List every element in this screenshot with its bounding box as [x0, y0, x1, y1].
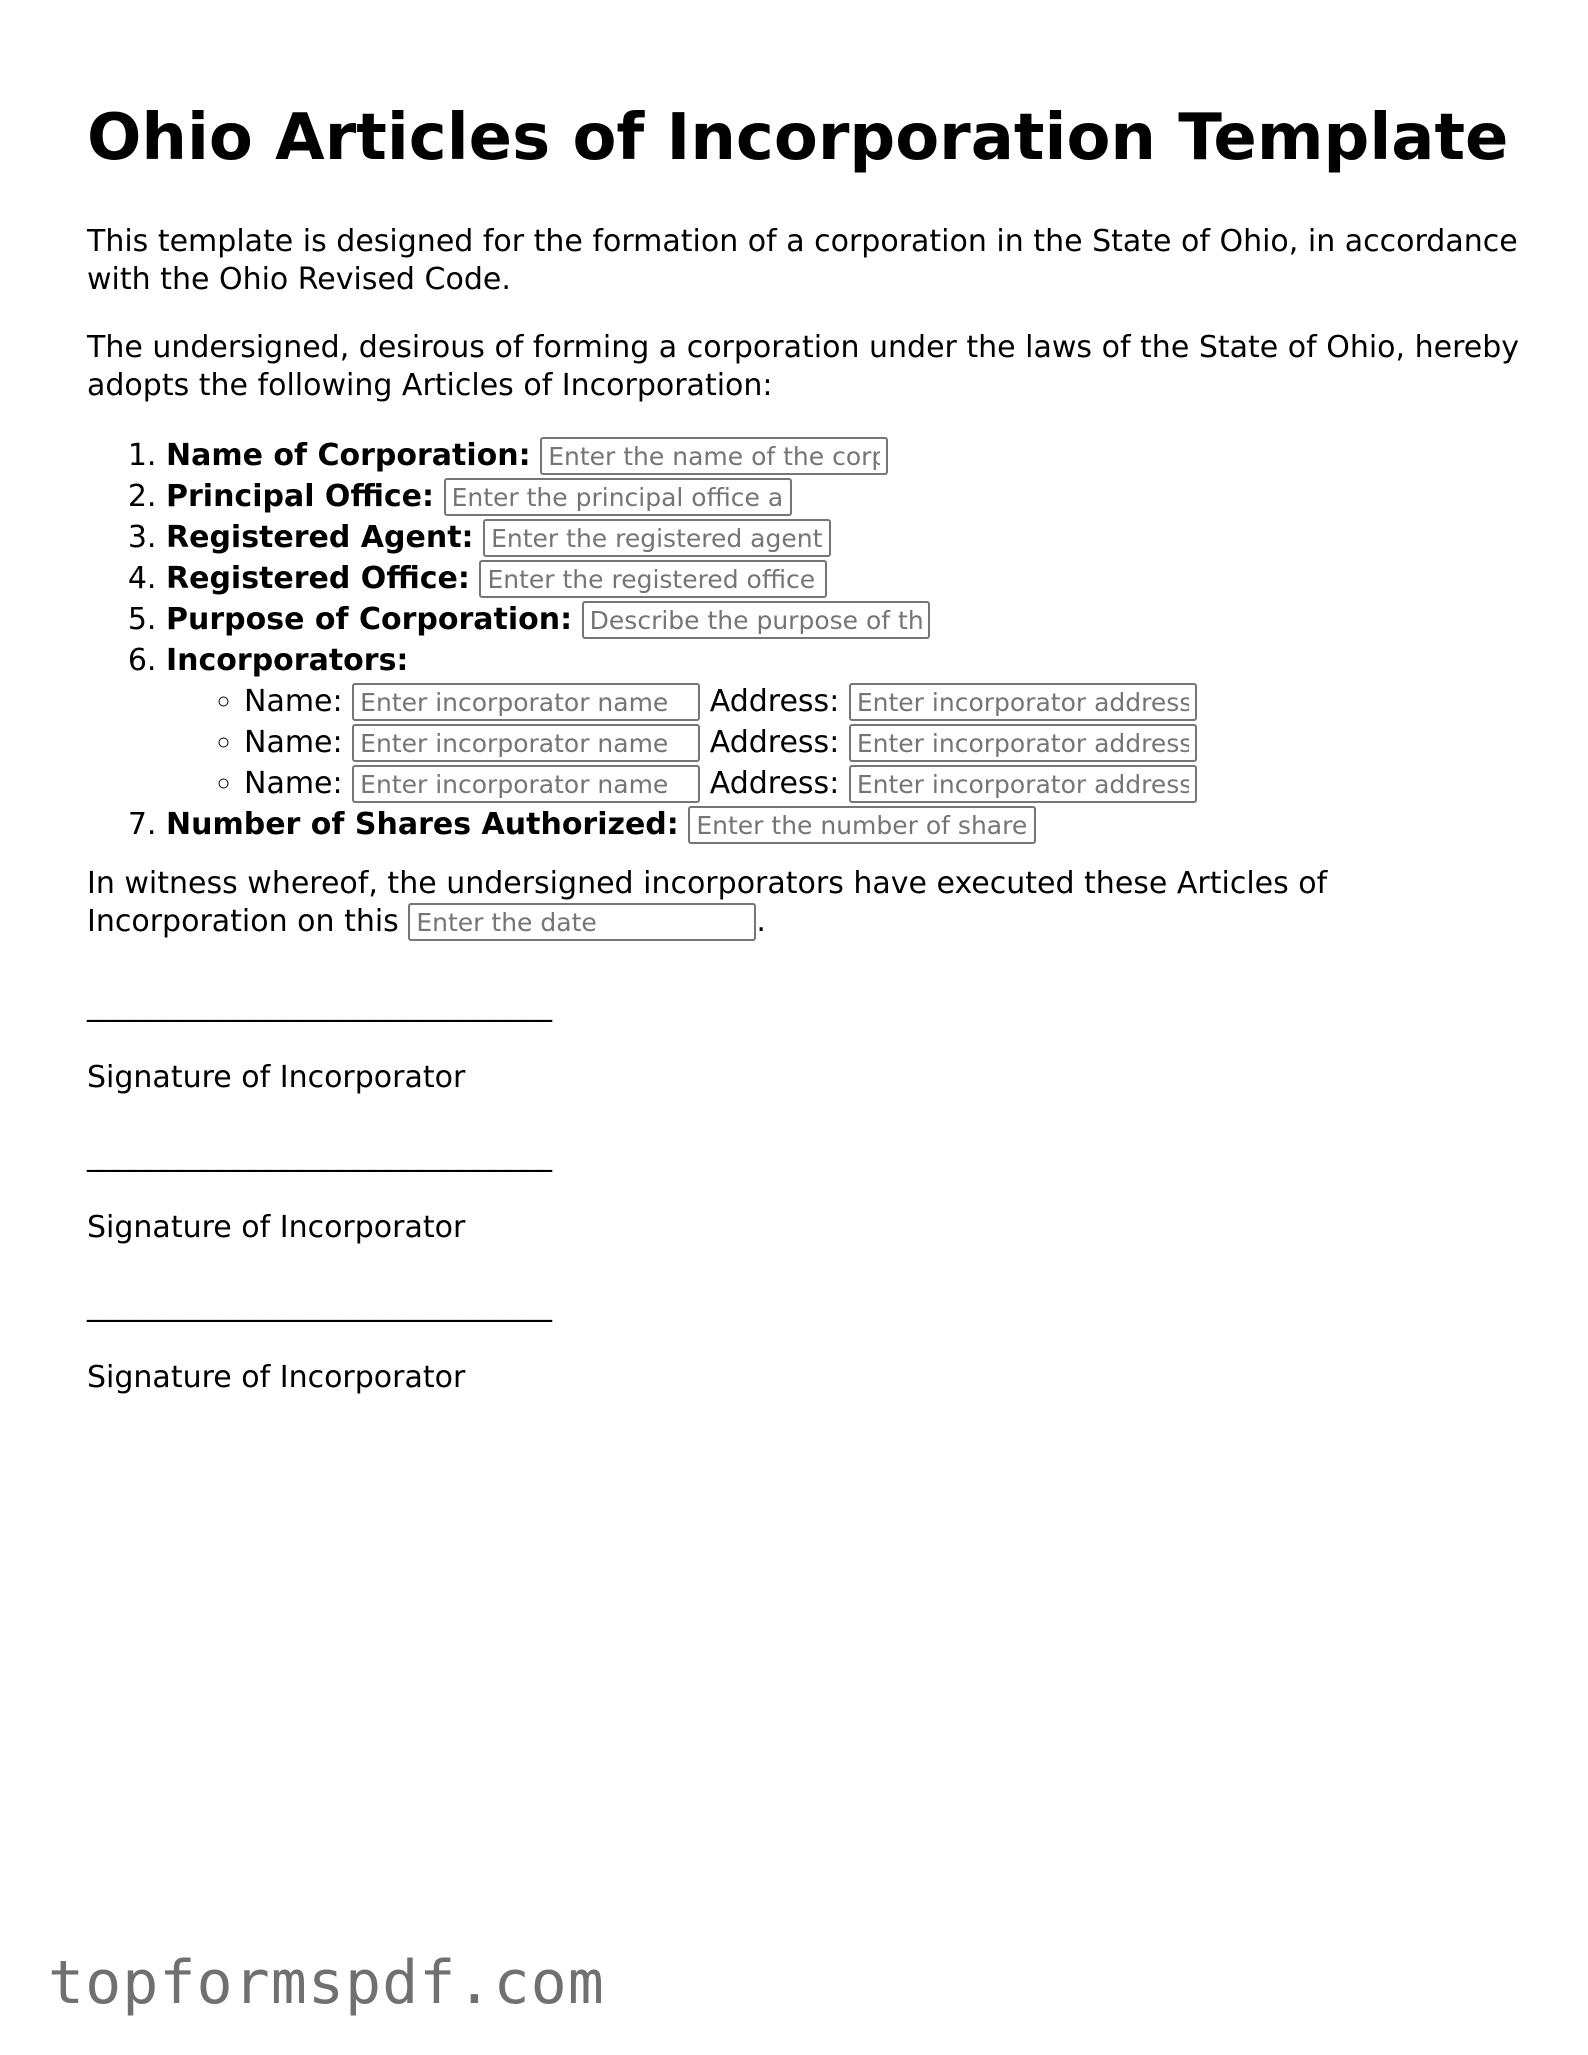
incorporator-address-input[interactable] [849, 765, 1197, 803]
articles-list [87, 435, 1527, 845]
article-shares-label: Number of Shares Authorized: [166, 806, 679, 842]
incorporator-name-input[interactable] [352, 765, 700, 803]
article-purpose [166, 599, 1527, 640]
date-input[interactable] [408, 903, 756, 941]
corporation-name-input[interactable] [540, 437, 888, 475]
registered-agent-input[interactable] [483, 519, 831, 557]
article-incorporators-label: Incorporators: [166, 642, 409, 678]
shares-input[interactable] [688, 806, 1036, 844]
article-registered-office-label: Registered Office: [166, 560, 470, 596]
article-incorporators [166, 640, 1527, 804]
signature-block [87, 987, 1527, 1397]
article-registered-agent [166, 517, 1527, 558]
article-shares [166, 804, 1527, 845]
document-page [87, 100, 1527, 1437]
article-principal-office [166, 476, 1527, 517]
incorporators-list [166, 681, 1527, 804]
signature-label: Signature of Incorporator [87, 1360, 466, 1396]
principal-office-input[interactable] [444, 478, 792, 516]
incorporator-item [244, 681, 1527, 722]
article-registered-agent-label: Registered Agent: [166, 519, 474, 555]
incorporator-name-input[interactable] [352, 724, 700, 762]
witness-end: . [756, 903, 766, 939]
witness-text: In witness whereof, the undersigned incorporators have executed these Articles of Incorporation on this [87, 865, 1328, 939]
incorporator-name-label: Name: [244, 765, 343, 801]
article-principal-office-label: Principal Office: [166, 478, 435, 514]
incorporator-name-input[interactable] [352, 683, 700, 721]
purpose-input[interactable] [582, 601, 930, 639]
signature-label: Signature of Incorporator [87, 1060, 466, 1096]
incorporator-name-label: Name: [244, 683, 343, 719]
incorporator-item [244, 763, 1527, 804]
signature-line[interactable]: _______________________________ [87, 988, 552, 1024]
intro-paragraph: This template is designed for the formation of a corporation in the State of Ohio, in accordance with the Ohio Revised Code. [87, 223, 1518, 297]
incorporator-address-input[interactable] [849, 724, 1197, 762]
incorporator-address-label: Address: [709, 765, 840, 801]
signature-line[interactable]: _______________________________ [87, 1138, 552, 1174]
article-name-label: Name of Corporation: [166, 437, 531, 473]
incorporator-address-label: Address: [709, 683, 840, 719]
registered-office-input[interactable] [479, 560, 827, 598]
article-purpose-label: Purpose of Corporation: [166, 601, 573, 637]
incorporator-item [244, 722, 1527, 763]
page-title: Ohio Articles of Incorporation Template [87, 101, 1509, 175]
incorporator-address-input[interactable] [849, 683, 1197, 721]
incorporator-name-label: Name: [244, 724, 343, 760]
signature-label: Signature of Incorporator [87, 1210, 466, 1246]
preamble-paragraph: The undersigned, desirous of forming a corporation under the laws of the State of Ohio, hereby adopts the following Articles of Incorporation: [87, 329, 1520, 403]
article-name [166, 435, 1527, 476]
signature-line[interactable]: _______________________________ [87, 1288, 552, 1324]
incorporator-address-label: Address: [709, 724, 840, 760]
watermark-text: topformspdf.com [48, 1948, 605, 2018]
witness-paragraph [87, 865, 1527, 942]
article-registered-office [166, 558, 1527, 599]
